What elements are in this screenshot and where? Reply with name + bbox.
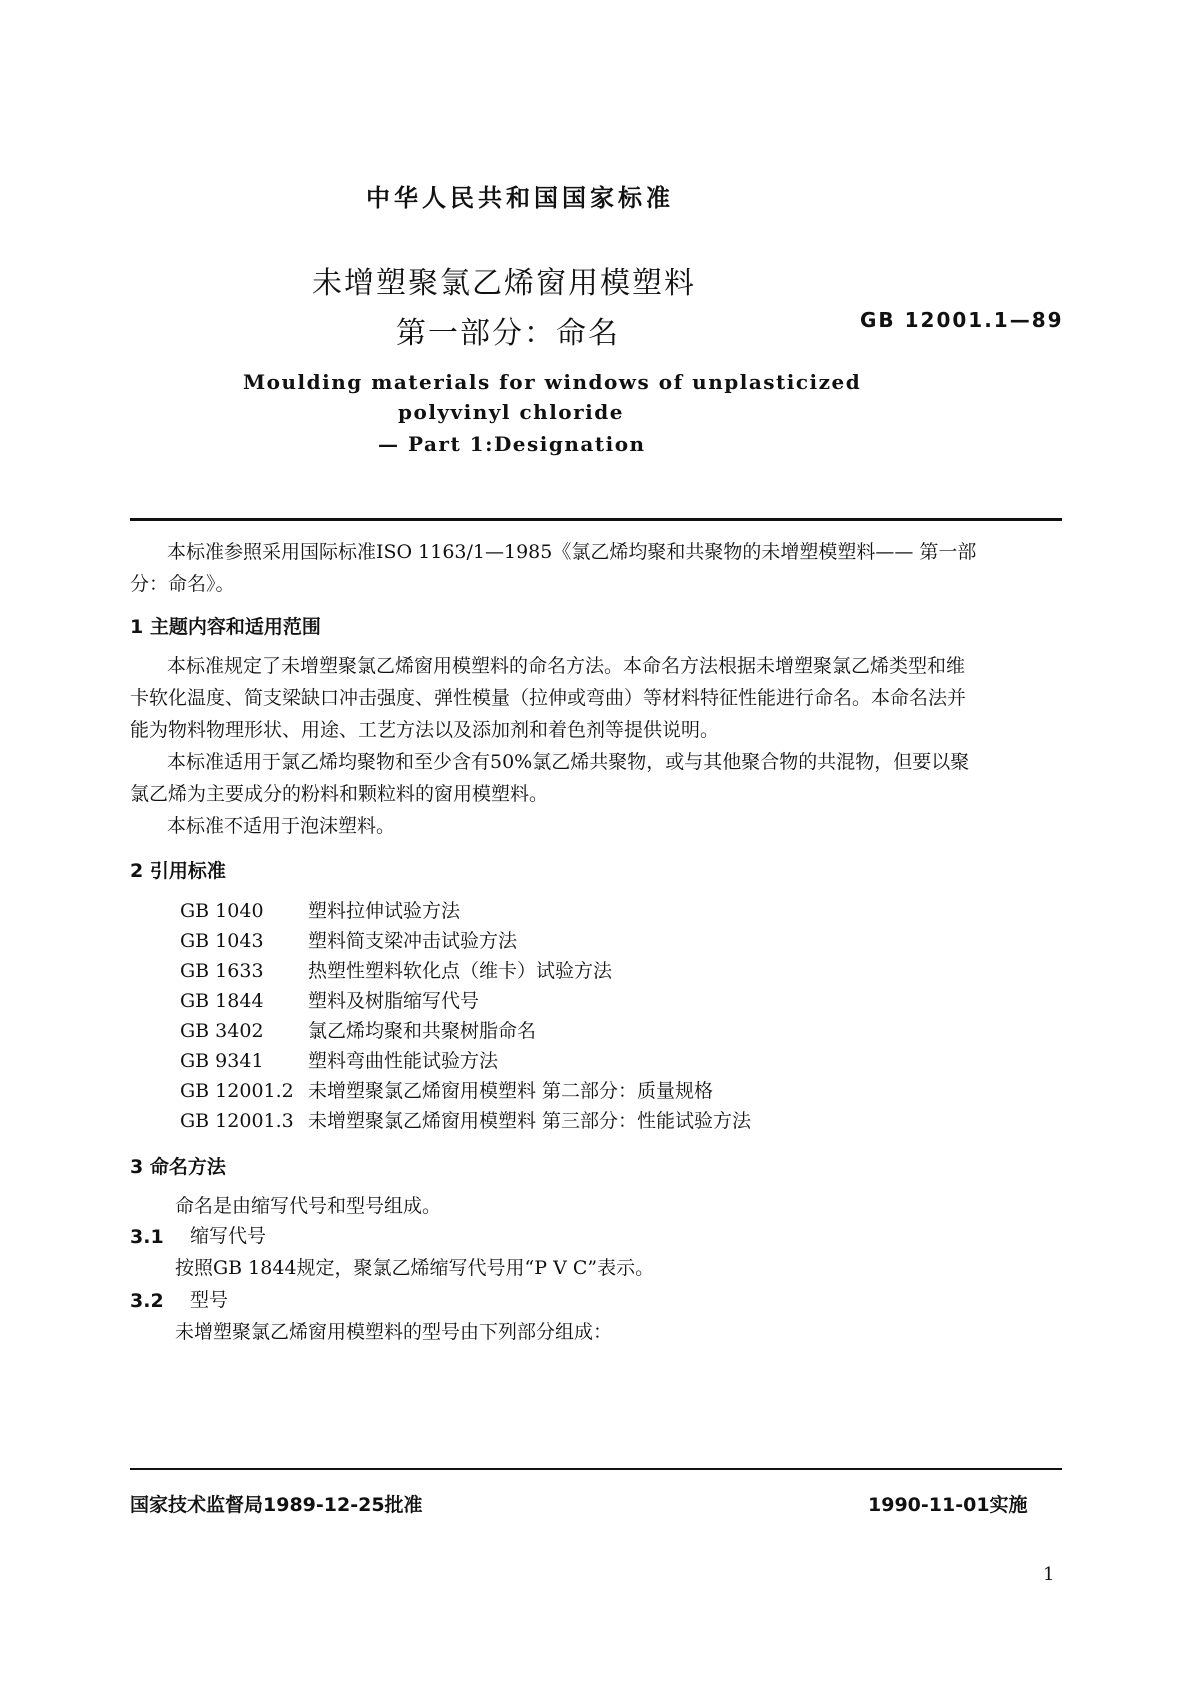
reference-code: GB 9341	[180, 1050, 264, 1072]
reference-code: GB 12001.3	[180, 1110, 294, 1132]
reference-title: 塑料简支梁冲击试验方法	[308, 930, 518, 952]
reference-title: 塑料拉伸试验方法	[308, 900, 461, 922]
section3-1-title: 缩写代号	[190, 1225, 267, 1247]
reference-code: GB 3402	[180, 1020, 264, 1042]
intro-line2: 分：命名》。	[130, 573, 235, 595]
section1-p2-line1: 本标准适用于氯乙烯均聚物和至少含有50%氯乙烯共聚物，或与其他聚合物的共混物，但要以聚	[167, 751, 970, 773]
intro-line1: 本标准参照采用国际标准ISO 1163/1—1985《氯乙烯均聚和共聚物的未增塑模塑料—— 第一部	[167, 541, 977, 563]
reference-title: 塑料及树脂缩写代号	[308, 990, 480, 1012]
reference-title: 热塑性塑料软化点（维卡）试验方法	[308, 960, 613, 982]
section3-2-title: 型号	[190, 1289, 229, 1311]
standard-code: GB 12001.1—89	[860, 308, 1064, 332]
reference-item	[180, 986, 479, 1013]
page-number: 1	[1043, 1564, 1055, 1585]
reference-title: 氯乙烯均聚和共聚树脂命名	[308, 1020, 537, 1042]
section3-heading: 3 命名方法	[130, 1156, 226, 1178]
reference-title: 未增塑聚氯乙烯窗用模塑料 第三部分：性能试验方法	[308, 1110, 752, 1132]
section3-2-number: 3.2	[130, 1290, 164, 1312]
reference-code: GB 1633	[180, 960, 264, 982]
title-en-line3: — Part 1:Designation	[378, 432, 646, 456]
section3-1-number: 3.1	[130, 1226, 164, 1248]
section1-p1-line1: 本标准规定了未增塑聚氯乙烯窗用模塑料的命名方法。本命名方法根据未增塑聚氯乙烯类型和维	[167, 655, 966, 677]
approval-date: 国家技术监督局1989-12-25批准	[130, 1494, 423, 1516]
reference-code: GB 1043	[180, 930, 264, 952]
section3-1-text: 按照GB 1844规定，聚氯乙烯缩写代号用“P V C”表示。	[175, 1257, 655, 1279]
reference-item	[180, 1016, 536, 1043]
reference-item	[180, 1076, 713, 1103]
title-en-line1: Moulding materials for windows of unplasticized	[243, 370, 862, 394]
reference-code: GB 12001.2	[180, 1080, 294, 1102]
reference-item	[180, 1106, 751, 1133]
section1-p1-line3: 能为物料物理形状、用途、工艺方法以及添加剂和着色剂等提供说明。	[130, 719, 720, 741]
section1-p2-line2: 氯乙烯为主要成分的粉料和颗粒料的窗用模塑料。	[130, 783, 549, 805]
title-cn-line2: 第一部分：命名	[396, 316, 620, 351]
title-cn-line1: 未增塑聚氯乙烯窗用模塑料	[312, 266, 696, 301]
section1-p3: 本标准不适用于泡沫塑料。	[167, 815, 396, 837]
reference-code: GB 1844	[180, 990, 264, 1012]
section1-heading: 1 主题内容和适用范围	[130, 616, 321, 638]
bottom-rule-divider	[130, 1468, 1062, 1470]
reference-title: 未增塑聚氯乙烯窗用模塑料 第二部分：质量规格	[308, 1080, 714, 1102]
reference-item	[180, 956, 612, 983]
reference-item	[180, 896, 460, 923]
reference-item	[180, 1046, 498, 1073]
reference-code: GB 1040	[180, 900, 264, 922]
section3-2-text: 未增塑聚氯乙烯窗用模塑料的型号由下列部分组成：	[175, 1321, 613, 1343]
section3-p1: 命名是由缩写代号和型号组成。	[175, 1195, 442, 1217]
reference-item	[180, 926, 517, 953]
top-rule-divider	[130, 518, 1062, 521]
section2-heading: 2 引用标准	[130, 860, 226, 882]
effective-date: 1990-11-01实施	[868, 1494, 1028, 1516]
section1-p1-line2: 卡软化温度、简支梁缺口冲击强度、弹性模量（拉伸或弯曲）等材料特征性能进行命名。本命名法并	[130, 687, 967, 709]
title-en-line2: polyvinyl chloride	[398, 400, 624, 424]
national-standard-header: 中华人民共和国国家标准	[366, 184, 674, 212]
reference-title: 塑料弯曲性能试验方法	[308, 1050, 499, 1072]
